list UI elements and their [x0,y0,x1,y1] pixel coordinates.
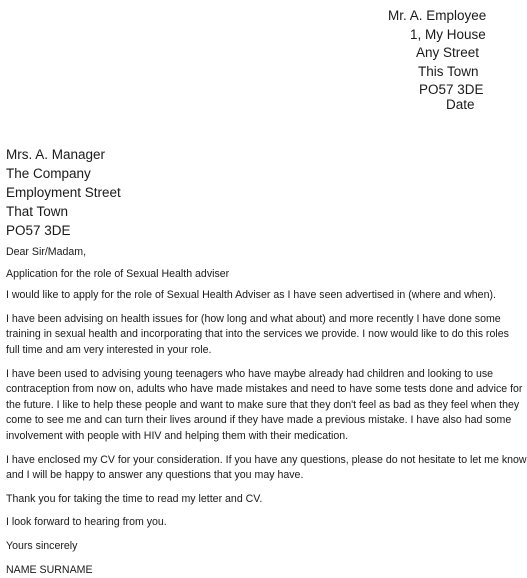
look-forward-line: I look forward to hearing from you. [6,515,506,531]
salutation: Dear Sir/Madam, [6,245,506,261]
sender-address-line1: 1, My House [410,26,486,45]
paragraph-3-line-2: contraception from now on, adults who have made mistakes and need to have some tests done and advice for [6,382,506,398]
paragraph-3-line-1: I have been used to advising young teenagers who have maybe already had children and looking to use [6,367,506,383]
recipient-company: The Company [6,164,121,183]
sender-address-line2: Any Street [416,44,486,63]
recipient-postcode: PO57 3DE [6,221,121,240]
paragraph-1-line-1: I would like to apply for the role of Sexual Health Adviser as I have seen advertised in (where and when). [6,288,506,304]
recipient-name: Mrs. A. Manager [6,145,121,164]
recipient-street: Employment Street [6,183,121,202]
paragraph-2-line-3: full time and am very interested in your role. [6,343,506,359]
paragraph-3-line-4: come to see me and can turn their lives around if they have made a previous mistake. I have also had some [6,413,506,429]
recipient-town: That Town [6,202,121,221]
paragraph-4-line-2: and I will be happy to answer any questions that you may have. [6,468,506,484]
paragraph-3-line-5: involvement with people with HIV and helping them with their medication. [6,429,506,445]
sender-town: This Town [418,63,486,82]
paragraph-2-line-2: training in sexual health and incorporating that into the services we provide. I now would like to do this roles [6,327,506,343]
paragraph-3-line-3: the future. I like to help these people and want to make sure that they don't feel as bad as they feel when they [6,398,506,414]
sender-address-block [388,7,486,100]
paragraph-2-line-1: I have been advising on health issues for (how long and what about) and more recently I have done some [6,312,506,328]
letter-body [6,245,506,578]
sender-postcode: PO57 3DE [419,81,486,100]
paragraph-4-line-1: I have enclosed my CV for your consideration. If you have any questions, please do not hesitate to let me know [6,453,506,469]
signature-name: NAME SURNAME [6,563,506,578]
letter-date: Date [446,97,475,112]
recipient-address-block [6,145,121,240]
sender-name: Mr. A. Employee [388,7,486,26]
closing-line: Yours sincerely [6,539,506,555]
thanks-line: Thank you for taking the time to read my letter and CV. [6,492,506,508]
subject-line: Application for the role of Sexual Health adviser [6,267,506,283]
